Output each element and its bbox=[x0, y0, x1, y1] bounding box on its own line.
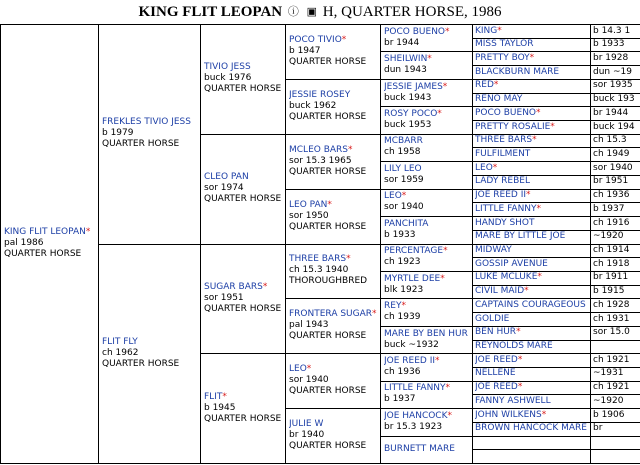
horse-name-link[interactable]: MCBARR bbox=[384, 136, 423, 147]
horse-name-link[interactable]: MISS TAYLOR bbox=[475, 39, 534, 50]
horse-name-link[interactable]: RED bbox=[475, 80, 494, 91]
star-marker: * bbox=[327, 199, 332, 210]
star-marker: * bbox=[442, 81, 448, 92]
ancestor-row bbox=[475, 327, 589, 338]
ancestor-row bbox=[475, 396, 589, 407]
pedigree-cell bbox=[384, 191, 470, 213]
horse-info: QUARTER HORSE bbox=[204, 84, 282, 95]
horse-info: ch 1923 bbox=[384, 257, 421, 268]
pedigree-cell bbox=[384, 136, 470, 158]
horse-info: THOROUGHBRED bbox=[289, 276, 368, 287]
horse-name-link[interactable]: BROWN HANCOCK MARE bbox=[475, 423, 587, 434]
horse-name-link[interactable]: CIVIL MAID bbox=[475, 286, 525, 297]
horse-name-link[interactable]: FLIT bbox=[204, 391, 223, 402]
pedigree-cell bbox=[204, 172, 283, 205]
grid-line bbox=[380, 216, 472, 217]
pedigree-cell bbox=[289, 254, 378, 287]
horse-info: sor 1959 bbox=[384, 174, 424, 185]
ancestor-info: ch 1936 bbox=[593, 190, 630, 201]
star-marker: * bbox=[493, 80, 499, 91]
horse-info: ch 1962 bbox=[102, 347, 139, 358]
horse-info: br 1940 bbox=[289, 430, 325, 441]
horse-info: QUARTER HORSE bbox=[102, 139, 180, 150]
photo-icon[interactable]: ▣ bbox=[306, 6, 318, 18]
star-marker: * bbox=[526, 190, 531, 201]
star-marker: * bbox=[346, 254, 351, 265]
star-marker: * bbox=[372, 309, 377, 320]
grid-line bbox=[380, 244, 472, 245]
horse-name-link[interactable]: KING FLIT LEOPAN bbox=[4, 227, 86, 237]
horse-name-link[interactable]: FLIT FLY bbox=[102, 336, 138, 347]
pedigree-cell bbox=[102, 117, 198, 150]
pedigree-cell bbox=[384, 109, 470, 131]
horse-name-link[interactable]: REYNOLDS MARE bbox=[475, 341, 553, 352]
horse-name-link[interactable]: JULIE W bbox=[289, 419, 324, 430]
horse-name-link[interactable]: TIVIO JESS bbox=[204, 62, 251, 73]
ancestor-info: b 1906 bbox=[593, 409, 625, 420]
ancestor-info: b 1915 bbox=[593, 286, 625, 297]
pedigree-cell bbox=[204, 282, 283, 315]
horse-info: QUARTER HORSE bbox=[289, 331, 367, 342]
horse-info: sor 1950 bbox=[289, 210, 329, 221]
pedigree-cell bbox=[384, 411, 470, 433]
star-marker: * bbox=[541, 409, 547, 420]
star-marker: * bbox=[445, 383, 451, 394]
horse-name-link[interactable]: THREE BARS bbox=[475, 135, 533, 146]
horse-name-link[interactable]: POCO BUENO bbox=[475, 107, 537, 118]
ancestor-info: ch 1928 bbox=[593, 299, 630, 310]
horse-info: QUARTER HORSE bbox=[289, 221, 367, 232]
ancestor-info: sor 1935 bbox=[593, 80, 633, 91]
ancestor-row bbox=[475, 94, 589, 105]
horse-name-link[interactable]: JOHN WILKENS bbox=[475, 409, 542, 420]
horse-name-link[interactable]: LITTLE FANNY bbox=[384, 383, 446, 394]
pedigree-cell bbox=[289, 309, 378, 342]
grid-line bbox=[285, 298, 380, 299]
grid-line bbox=[0, 24, 1, 464]
ancestor-row bbox=[475, 190, 589, 201]
horse-name-link[interactable]: JOE REED bbox=[475, 354, 518, 365]
horse-info: br 1944 bbox=[384, 37, 420, 48]
horse-name-link[interactable]: PRETTY ROSALIE bbox=[475, 121, 551, 132]
horse-name-link[interactable]: CLEO PAN bbox=[204, 172, 249, 183]
horse-info: b 1947 bbox=[289, 45, 321, 56]
horse-name-link[interactable]: BURNETT MARE bbox=[384, 443, 455, 454]
star-marker: * bbox=[222, 391, 227, 402]
horse-info: buck 1943 bbox=[384, 92, 432, 103]
horse-name-link[interactable]: MYRTLE DEE bbox=[384, 273, 441, 284]
horse-name-link[interactable]: LILY LEO bbox=[384, 163, 422, 174]
horse-info: ch 1958 bbox=[384, 147, 421, 158]
pedigree-cell bbox=[384, 54, 470, 76]
grid-line bbox=[200, 353, 285, 354]
pedigree-cell bbox=[384, 329, 470, 351]
ancestor-info: br 1951 bbox=[593, 176, 629, 187]
ancestor-row bbox=[475, 245, 589, 256]
horse-name-link[interactable]: FRONTERA SUGAR bbox=[289, 309, 373, 320]
pedigree-cell bbox=[384, 444, 470, 455]
ancestor-info: br 1944 bbox=[593, 107, 629, 118]
ancestor-info: buck 193 bbox=[593, 94, 635, 105]
grid-line bbox=[472, 436, 640, 437]
ancestor-info: sor 1940 bbox=[593, 162, 633, 173]
horse-name-link[interactable]: LITTLE FANNY bbox=[475, 203, 537, 214]
horse-name-link[interactable]: JOE HANCOCK bbox=[384, 410, 448, 421]
pedigree-cell bbox=[4, 227, 96, 260]
horse-name-link[interactable]: POCO BUENO bbox=[384, 26, 446, 37]
horse-name-link[interactable]: SUGAR BARS bbox=[204, 281, 263, 292]
horse-info: ch 1936 bbox=[384, 366, 421, 377]
horse-info: buck 1976 bbox=[204, 73, 252, 84]
horse-name-link[interactable]: JOE REED II bbox=[475, 190, 527, 201]
ancestor-row bbox=[475, 218, 589, 229]
ancestor-info: br 1928 bbox=[593, 52, 629, 63]
grid-line bbox=[98, 244, 200, 245]
horse-name-link[interactable]: MARE BY LITTLE JOE bbox=[475, 231, 566, 242]
ancestor-info: ch 1921 bbox=[593, 382, 630, 393]
grid-line bbox=[380, 79, 472, 80]
pedigree-cell bbox=[384, 27, 470, 49]
horse-name-link[interactable]: LADY REBEL bbox=[475, 176, 530, 187]
star-marker: * bbox=[435, 355, 440, 366]
pedigree-cell bbox=[289, 364, 378, 397]
ancestor-row bbox=[475, 382, 589, 393]
star-marker: * bbox=[85, 227, 91, 237]
ancestor-info: ~1920 bbox=[593, 395, 624, 406]
ancestor-info: br 1911 bbox=[593, 272, 629, 283]
ancestor-row bbox=[475, 341, 589, 352]
horse-info: QUARTER HORSE bbox=[4, 249, 82, 259]
ancestor-row bbox=[475, 67, 589, 78]
horse-name-link[interactable]: MARE BY BEN HUR bbox=[384, 328, 468, 339]
horse-info: buck ~1932 bbox=[384, 339, 439, 350]
grid-line bbox=[285, 353, 380, 354]
star-marker: * bbox=[532, 135, 537, 146]
ancestor-row bbox=[475, 135, 589, 146]
pedigree-cell bbox=[289, 90, 378, 123]
star-marker: * bbox=[262, 281, 268, 292]
ancestor-row bbox=[475, 355, 589, 366]
ancestor-row bbox=[475, 286, 589, 297]
horse-name-link[interactable]: THREE BARS bbox=[289, 254, 347, 265]
pedigree-cell bbox=[384, 82, 470, 104]
pedigree-cell bbox=[384, 274, 470, 296]
star-marker: * bbox=[536, 107, 541, 118]
ancestor-row bbox=[475, 39, 589, 50]
horse-name-link[interactable]: GOSSIP AVENUE bbox=[475, 258, 548, 269]
pedigree-cell bbox=[289, 35, 378, 68]
horse-name-link[interactable]: LEO bbox=[384, 191, 402, 202]
star-marker: * bbox=[517, 354, 523, 365]
horse-info: ch 1939 bbox=[384, 312, 421, 323]
ancestor-row bbox=[475, 80, 589, 91]
ancestor-row bbox=[475, 26, 589, 37]
star-marker: * bbox=[437, 109, 442, 120]
ancestor-info: ch 1921 bbox=[593, 354, 630, 365]
horse-name-link[interactable]: RENO MAY bbox=[475, 94, 523, 105]
horse-name-link[interactable]: BLACKBURN MARE bbox=[475, 66, 560, 77]
horse-info: sor 1940 bbox=[384, 202, 424, 213]
ancestor-row bbox=[475, 163, 589, 174]
horse-name-link[interactable]: PANCHITA bbox=[384, 218, 429, 229]
horse-name-link[interactable]: SHEILWIN bbox=[384, 54, 428, 65]
ancestor-info: ch 1914 bbox=[593, 245, 630, 255]
grid-line bbox=[380, 161, 472, 162]
horse-info: QUARTER HORSE bbox=[204, 194, 282, 205]
star-marker: * bbox=[348, 144, 353, 155]
ancestor-info: dun ~19 bbox=[593, 66, 632, 77]
horse-info: QUARTER HORSE bbox=[102, 358, 180, 369]
star-marker: * bbox=[517, 382, 523, 393]
horse-info: QUARTER HORSE bbox=[204, 303, 282, 314]
pedigree-cell bbox=[102, 337, 198, 370]
horse-name-link[interactable]: NELLENE bbox=[475, 368, 516, 379]
pedigree-cell bbox=[384, 164, 470, 186]
horse-name-link[interactable]: MIDWAY bbox=[475, 245, 512, 255]
grid-line bbox=[380, 189, 472, 190]
horse-info: pal 1943 bbox=[289, 320, 329, 331]
ancestor-row bbox=[475, 423, 589, 434]
star-marker: * bbox=[306, 364, 312, 375]
horse-name-link[interactable]: PRETTY BOY bbox=[475, 52, 530, 63]
pedigree-cell bbox=[384, 301, 470, 323]
horse-name-link[interactable]: LEO bbox=[289, 364, 307, 375]
horse-name-link[interactable]: KING bbox=[475, 25, 498, 36]
pedigree-cell bbox=[289, 145, 378, 178]
star-marker: * bbox=[492, 162, 498, 173]
horse-name-link[interactable]: PERCENTAGE bbox=[384, 246, 444, 257]
horse-info: QUARTER HORSE bbox=[289, 166, 367, 177]
grid-line bbox=[285, 189, 380, 190]
grid-line bbox=[200, 134, 285, 135]
ancestor-row bbox=[475, 259, 589, 270]
horse-info: QUARTER HORSE bbox=[289, 56, 367, 67]
ancestor-row bbox=[475, 231, 589, 242]
ancestor-info: b 14.3 1 bbox=[593, 25, 631, 36]
star-marker: * bbox=[537, 272, 542, 283]
horse-info: sor 1951 bbox=[204, 292, 244, 303]
grid-line bbox=[380, 106, 472, 107]
ancestor-info: buck 194 bbox=[593, 121, 635, 132]
horse-title-name[interactable]: KING FLIT LEOPAN bbox=[138, 4, 283, 20]
grid-line bbox=[285, 79, 380, 80]
ancestor-row bbox=[475, 149, 589, 160]
grid-line bbox=[380, 381, 472, 382]
pedigree-cell bbox=[384, 246, 470, 268]
pedigree-cell bbox=[289, 419, 378, 452]
horse-name-link[interactable]: JOE REED II bbox=[384, 355, 436, 366]
star-marker: * bbox=[401, 191, 407, 202]
horse-name-link[interactable]: REY bbox=[384, 301, 402, 312]
horse-name-link[interactable]: LEO PAN bbox=[289, 199, 328, 210]
grid-line bbox=[380, 51, 472, 52]
horse-info: blk 1923 bbox=[384, 284, 424, 295]
horse-info: sor 1974 bbox=[204, 183, 244, 194]
grid-line bbox=[380, 436, 472, 437]
ancestor-row bbox=[475, 53, 589, 64]
grid-line bbox=[380, 134, 472, 135]
ancestor-row bbox=[475, 314, 589, 325]
info-circle-icon[interactable]: ⓘ bbox=[287, 6, 299, 18]
horse-info: b 1933 bbox=[384, 229, 416, 240]
horse-name-link[interactable]: POCO TIVIO bbox=[289, 34, 342, 45]
horse-name-link[interactable]: JOE REED bbox=[475, 382, 518, 393]
pedigree-cell bbox=[384, 356, 470, 378]
horse-info: b 1979 bbox=[102, 128, 134, 139]
ancestor-row bbox=[475, 204, 589, 215]
star-marker: * bbox=[516, 327, 521, 338]
horse-info: dun 1943 bbox=[384, 65, 427, 76]
horse-info: QUARTER HORSE bbox=[289, 111, 367, 122]
horse-name-link[interactable]: LUKE MCLUKE bbox=[475, 272, 538, 283]
ancestor-row bbox=[475, 108, 589, 119]
horse-name-link[interactable]: HANDY SHOT bbox=[475, 217, 535, 228]
ancestor-row bbox=[475, 300, 589, 311]
ancestor-info: ~1920 bbox=[593, 231, 624, 242]
grid-line bbox=[380, 298, 472, 299]
pedigree-cell bbox=[384, 383, 470, 405]
star-marker: * bbox=[401, 301, 406, 312]
horse-info: QUARTER HORSE bbox=[289, 386, 367, 397]
horse-name-link[interactable]: BEN HUR bbox=[475, 327, 517, 338]
horse-title-details: H, QUARTER HORSE, 1986 bbox=[322, 4, 502, 20]
horse-name-link[interactable]: CAPTAINS COURAGEOUS bbox=[475, 299, 586, 310]
grid-line bbox=[285, 408, 380, 409]
horse-name-link[interactable]: JESSIE JAMES bbox=[384, 81, 443, 92]
grid-line bbox=[472, 449, 640, 450]
horse-info: QUARTER HORSE bbox=[204, 413, 282, 424]
star-marker: * bbox=[524, 286, 529, 297]
horse-info: buck 1962 bbox=[289, 100, 337, 111]
ancestor-row bbox=[475, 368, 589, 379]
horse-name-link[interactable]: JESSIE ROSEY bbox=[289, 89, 351, 100]
horse-info: ch 15.3 1940 bbox=[289, 265, 349, 276]
ancestor-row bbox=[475, 410, 589, 421]
ancestor-row bbox=[475, 122, 589, 133]
horse-name-link[interactable]: MCLEO BARS bbox=[289, 144, 348, 155]
ancestor-info: ~1931 bbox=[593, 368, 624, 379]
horse-info: buck 1953 bbox=[384, 120, 432, 131]
ancestor-info: ch 1949 bbox=[593, 148, 630, 159]
pedigree-cell bbox=[384, 219, 470, 241]
horse-info: sor 1940 bbox=[289, 375, 329, 386]
grid-line bbox=[380, 326, 472, 327]
horse-name-link[interactable]: GOLDIE bbox=[475, 313, 510, 324]
grid-line bbox=[380, 408, 472, 409]
ancestor-info: ch 1916 bbox=[593, 217, 630, 228]
horse-info: pal 1986 bbox=[4, 238, 44, 248]
ancestor-row bbox=[475, 272, 589, 283]
ancestor-info: br bbox=[593, 423, 603, 434]
horse-info: b 1945 bbox=[204, 402, 236, 413]
pedigree-cell bbox=[289, 200, 378, 233]
horse-name-link[interactable]: LEO bbox=[475, 162, 493, 173]
ancestor-row bbox=[475, 176, 589, 187]
horse-info: sor 15.3 1965 bbox=[289, 155, 352, 166]
ancestor-info: b 1933 bbox=[593, 39, 625, 50]
grid-line bbox=[285, 134, 380, 135]
grid-line bbox=[0, 463, 640, 464]
ancestor-info: sor 15.0 bbox=[593, 327, 630, 338]
star-marker: * bbox=[447, 410, 452, 421]
grid-line bbox=[200, 244, 285, 245]
horse-info: br 15.3 1923 bbox=[384, 421, 443, 432]
star-marker: * bbox=[529, 52, 535, 63]
star-marker: * bbox=[445, 26, 450, 37]
pedigree-cell bbox=[204, 392, 283, 425]
horse-name-link[interactable]: ROSY POCO bbox=[384, 109, 438, 120]
ancestor-info: b 1937 bbox=[593, 203, 625, 214]
ancestor-info: ch 1918 bbox=[593, 258, 630, 269]
horse-name-link[interactable]: FREKLES TIVIO JESS bbox=[102, 117, 191, 128]
grid-line bbox=[380, 353, 472, 354]
star-marker: * bbox=[443, 246, 448, 257]
horse-name-link[interactable]: FANNY ASHWELL bbox=[475, 395, 551, 406]
star-marker: * bbox=[341, 34, 347, 45]
star-marker: * bbox=[536, 203, 542, 214]
pedigree-cell bbox=[204, 62, 283, 95]
grid-line bbox=[380, 271, 472, 272]
star-marker: * bbox=[497, 25, 502, 36]
horse-info: b 1937 bbox=[384, 394, 416, 405]
ancestor-info: ch 15.3 bbox=[593, 135, 627, 146]
star-marker: * bbox=[550, 121, 555, 132]
ancestor-info: ch 1931 bbox=[593, 313, 630, 324]
grid-line bbox=[285, 244, 380, 245]
horse-name-link[interactable]: FULFILMENT bbox=[475, 148, 531, 159]
horse-info: QUARTER HORSE bbox=[289, 441, 367, 452]
star-marker: * bbox=[427, 54, 432, 65]
star-marker: * bbox=[440, 273, 445, 284]
